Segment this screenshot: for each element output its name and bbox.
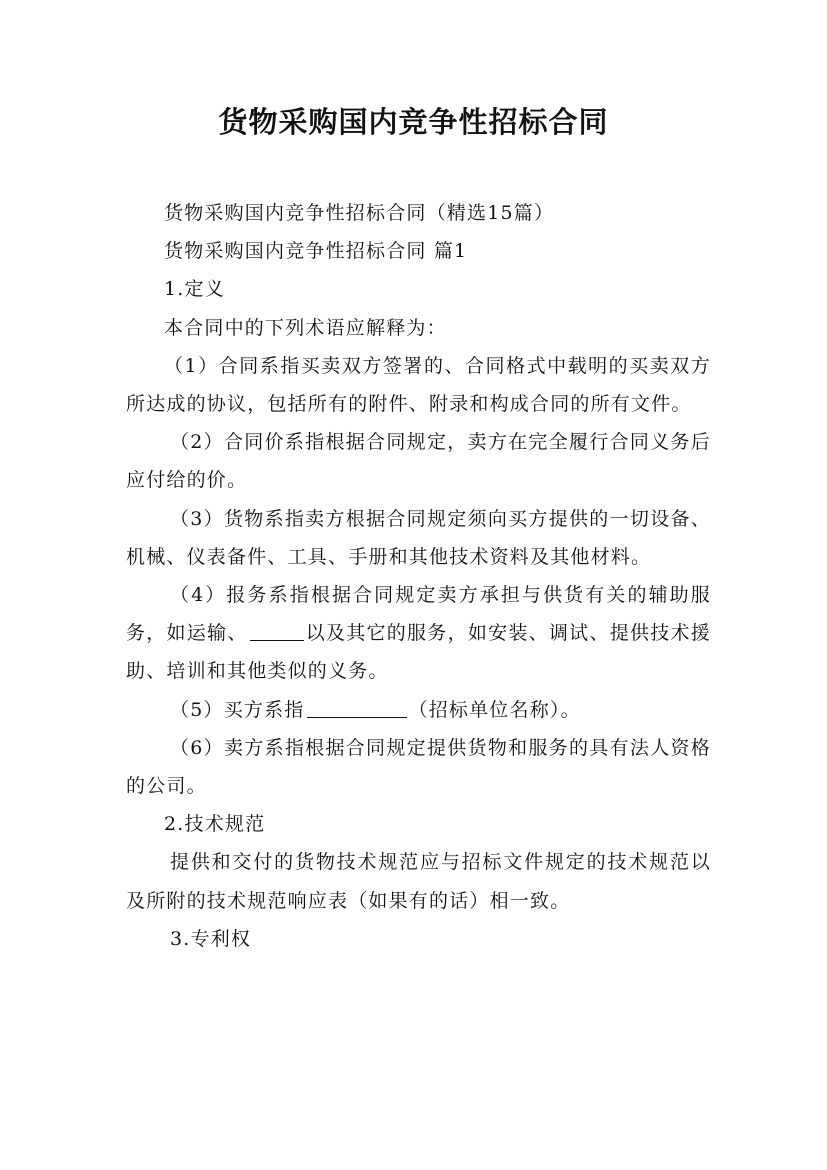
paragraph-definition-services	[126, 576, 711, 691]
document-title: 货物采购国内竞争性招标合同	[218, 105, 609, 139]
paragraph-terms-intro: 本合同中的下列术语应解释为：	[164, 316, 447, 339]
document-body	[126, 194, 711, 958]
paragraph-collection-title: 货物采购国内竞争性招标合同（精选15篇）	[164, 202, 555, 224]
services-text-end: 以及其它的服务，如安装、调试、提供技术援助、培训和其他类似的义务。	[126, 622, 711, 683]
paragraph-definition-buyer	[126, 691, 711, 729]
paragraph-tech-spec: 提供和交付的货物技术规范应与招标文件规定的技术规范以及所附的技术规范响应表（如果有的话）相一致。	[126, 851, 711, 912]
buyer-text-start: （5）买方系指	[170, 698, 305, 721]
section-heading-patent: 3.专利权	[170, 927, 252, 950]
paragraph-definition-contract: （1）合同系指买卖双方签署的、合同格式中载明的买卖双方所达成的协议，包括所有的附件、附录和构成合同的所有文件。	[126, 354, 711, 416]
services-text-start: （4）报务系指根据合同规定卖方承担与供货有关的辅助服务，如运输、	[126, 584, 711, 645]
paragraph-article-heading: 货物采购国内竞争性招标合同 篇1	[164, 240, 468, 263]
section-heading-tech-spec: 2.技术规范	[164, 813, 266, 836]
paragraph-definition-seller: （6）卖方系指根据合同规定提供货物和服务的具有法人资格的公司。	[126, 736, 711, 798]
fill-in-blank	[307, 698, 407, 718]
section-heading-definitions: 1.定义	[164, 278, 225, 301]
fill-in-blank	[250, 621, 304, 641]
paragraph-definition-contract-price: （2）合同价系指根据合同规定，卖方在完全履行合同义务后应付给的价。	[126, 431, 711, 492]
buyer-text-end: （招标单位名称）。	[408, 698, 581, 721]
paragraph-definition-goods: （3）货物系指卖方根据合同规定须向买方提供的一切设备、机械、仪表备件、工具、手册和其他技术资料及其他材料。	[126, 507, 711, 568]
